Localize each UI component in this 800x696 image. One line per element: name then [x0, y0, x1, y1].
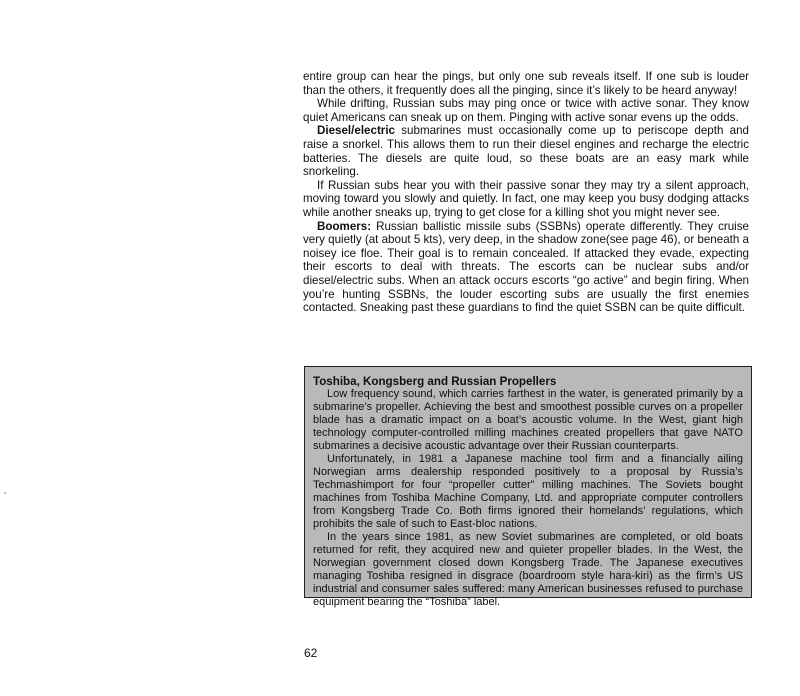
diesel-electric-text: submarines must occasionally come up to periscope depth and raise a snorkel. This allows them to run their diesel engines and recharge the electric batteries. The diesels are quite loud, so these boats are an easy mark while snorkeling. [303, 124, 749, 179]
sidebar-paragraph-2: Unfortunately, in 1981 a Japanese machine tool firm and a financially ailing Norwegian arms dealership responded positively to a proposal by Russia’s Techmashimport for four “propeller cutter” milling machines. The Soviets bought machines from Toshiba Machine Company, Ltd. and appropriate computer controllers from Kongsberg Trade Co. Both firms ignored their homelands’ regulations, which prohibits the sale of such to East-bloc nations. [313, 453, 743, 530]
sidebar-paragraph-1: Low frequency sound, which carries farthest in the water, is generated primarily by a submarine’s propeller. Achieving the best and smoothest possible curves on a propeller blade has a dramatic impact on a boat’s acoustic volume. In the West, giant high technology computer-controlled milling machines created propellers that gave NATO submarines a decisive acoustic advantage over their Russian counterparts. [313, 388, 743, 452]
paragraph-diesel-electric [303, 124, 749, 178]
diesel-electric-heading: Diesel/electric [317, 124, 395, 138]
page-number: 62 [304, 646, 318, 660]
paragraph-passive-sonar: If Russian subs hear you with their passive sonar they may try a silent approach, moving toward you slowly and quietly. In fact, one may keep you busy dodging attacks while another sneaks up, trying to get close for a killing shot you might never see. [303, 178, 749, 219]
main-text-column [303, 70, 749, 315]
paragraph-drifting: While drifting, Russian subs may ping once or twice with active sonar. They know quiet Americans can sneak up on them. Pinging with active sonar evens up the odds. [303, 97, 749, 124]
paragraph-boomers [303, 220, 749, 315]
paragraph-continuation: entire group can hear the pings, but only one sub reveals itself. If one sub is louder than the others, it frequently does all the pinging, since it’s likely to be heard anyway! [303, 70, 749, 97]
sidebar-box [304, 366, 752, 608]
margin-speck [4, 492, 6, 494]
sidebar-paragraph-3: In the years since 1981, as new Soviet submarines are completed, or old boats returned for refit, they acquired new and quieter propeller blades. In the West, the Norwegian government closed down Kongsberg Trade. The Japanese executives managing Toshiba resigned in disgrace (boardroom style hara-kiri) as the firm’s US industrial and consumer sales suffered: many American businesses refused to purchase equipment bearing the “Toshiba” label. [313, 531, 743, 608]
sidebar-content [313, 375, 743, 609]
boomers-text: Russian ballistic missile subs (SSBNs) operate differently. They cruise very quietly (at about 5 kts), very deep, in the shadow zone(see page 46), or beneath a noisey ice floe. Their goal is to remain concealed. If attacked they evade, expecting their escorts to deal with threats. The escorts can be nuclear subs and/or diesel/electric subs. When an attack occurs escorts “go active” and begin firing. When you’re hunting SSBNs, the louder escorting subs are usually the first enemies contacted. Sneaking past these guardians to find the quiet SSBN can be quite difficult. [303, 219, 749, 315]
boomers-heading: Boomers: [317, 219, 372, 233]
sidebar-title: Toshiba, Kongsberg and Russian Propellers [313, 375, 557, 388]
